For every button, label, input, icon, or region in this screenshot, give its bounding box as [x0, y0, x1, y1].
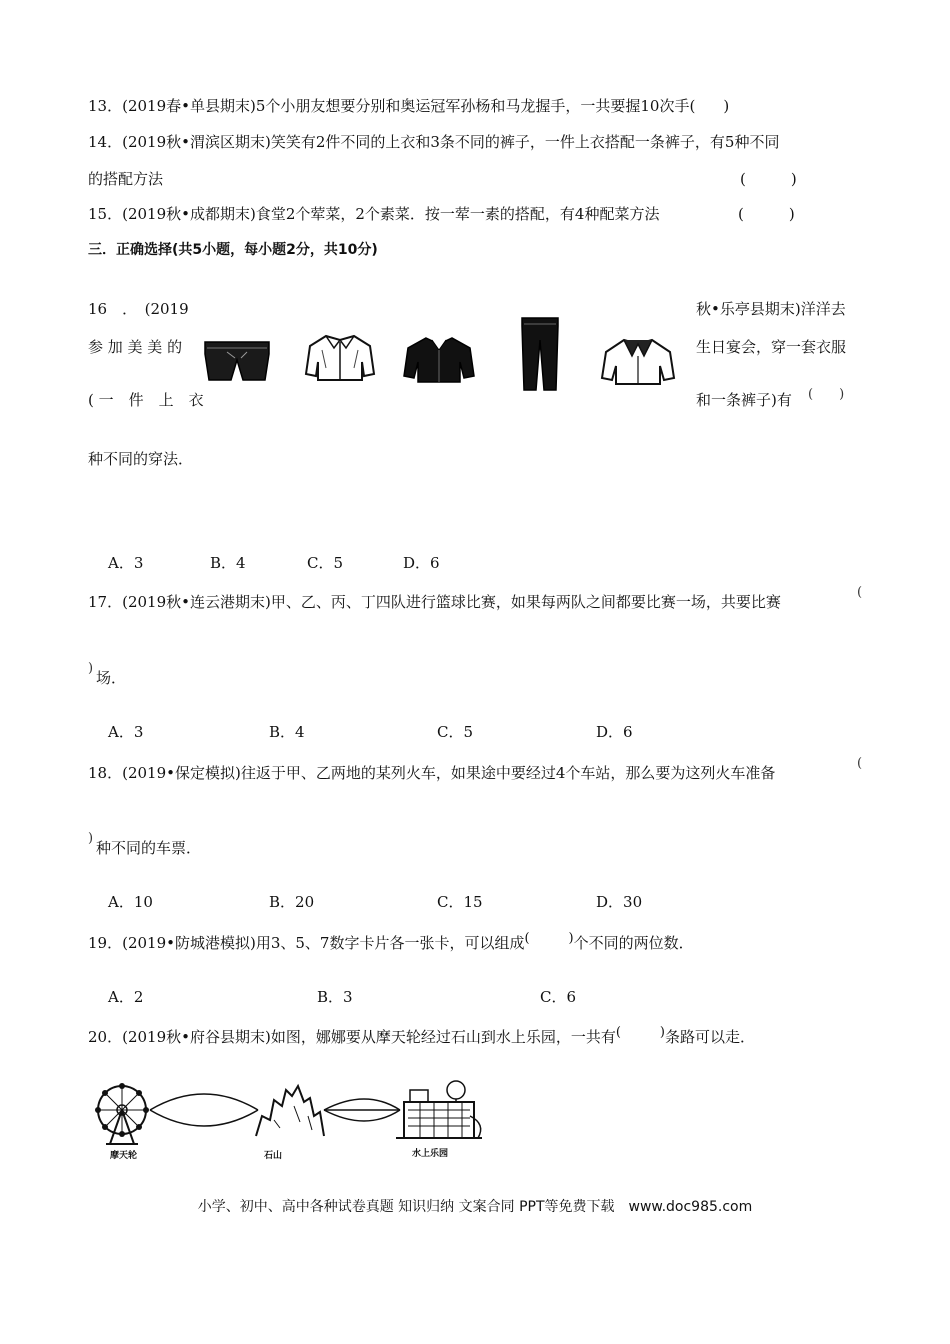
q16-answer-paren[interactable]: ( ): [808, 387, 845, 402]
q18-option-c[interactable]: C．15: [437, 893, 483, 911]
q18-paren-close[interactable]: ): [88, 831, 94, 846]
jacket-image: [304, 332, 376, 382]
q18-paren-open[interactable]: (: [857, 756, 863, 771]
q17-option-b[interactable]: B．4: [269, 723, 305, 741]
caption-water-park: 水上乐园: [412, 1149, 449, 1159]
q19-stem-end: 个不同的两位数．: [573, 934, 694, 952]
ferris-wheel-icon: [95, 1083, 149, 1144]
stone-mountain-icon: [256, 1086, 324, 1136]
q18-line1: 18．(2019•保定模拟)往返于甲、乙两地的某列火车，如果途中要经过4个车站，那么要为这列火车准备: [88, 764, 776, 782]
q17-option-a[interactable]: A．3: [108, 723, 144, 741]
water-park-icon: [396, 1081, 482, 1138]
q19-option-a[interactable]: A．2: [108, 988, 144, 1006]
q16-left-line1: 16 ． (2019: [88, 300, 189, 318]
section-3-title: 三．正确选择(共5小题，每小题2分，共10分): [88, 242, 378, 258]
q14-line2: 的搭配方法: [88, 170, 164, 188]
q17-line1: 17．(2019秋•连云港期末)甲、乙、丙、丁四队进行篮球比赛，如果每两队之间都要比赛一场，共要比赛: [88, 593, 781, 611]
q19-option-b[interactable]: B．3: [317, 988, 353, 1006]
q15-answer-paren[interactable]: ( ): [738, 205, 795, 223]
q18-option-b[interactable]: B．20: [269, 893, 315, 911]
q16-right-line1: 秋•乐亭县期末)洋洋去: [696, 300, 846, 318]
q16-right-line3: 和一条裤子)有: [696, 391, 792, 409]
q16-option-a[interactable]: A．3: [108, 554, 144, 572]
q18-line2: 种不同的车票．: [96, 839, 202, 857]
q13-text: [88, 95, 729, 116]
q19-stem: 19．(2019•防城港模拟)用3、5、7数字卡片各一张卡，可以组成: [88, 934, 525, 952]
q16-option-d[interactable]: D．6: [403, 554, 440, 572]
q17-paren-open[interactable]: (: [857, 585, 863, 600]
q20-stem-end: 条路可以走．: [664, 1028, 755, 1046]
page-footer: 小学、初中、高中各种试卷真题 知识归纳 文案合同 PPT等免费下载 www.doc985.com: [197, 1199, 753, 1215]
trousers-image: [518, 316, 562, 392]
q18-option-a[interactable]: A．10: [108, 893, 153, 911]
q14-answer-paren[interactable]: ( ): [740, 170, 797, 188]
q17-option-d[interactable]: D．6: [596, 723, 633, 741]
shirt-image: [402, 334, 476, 384]
q16-line4: 种不同的穿法．: [88, 450, 194, 468]
route-1a: [150, 1094, 258, 1110]
q20-stem: 20．(2019秋•府谷县期末)如图，娜娜要从摩天轮经过石山到水上乐园，一共有: [88, 1028, 616, 1046]
route-1b: [150, 1110, 258, 1126]
q19-text: [88, 932, 694, 953]
q14-line1: 14．(2019秋•渭滨区期末)笑笑有2件不同的上衣和3条不同的裤子，一件上衣搭配一条裤子，有5种不同: [88, 133, 780, 151]
q20-text: [88, 1026, 755, 1047]
q16-option-c[interactable]: C．5: [307, 554, 344, 572]
shorts-image: [203, 338, 271, 384]
q19-answer-paren[interactable]: ( ): [524, 931, 574, 946]
blouse-image: [600, 336, 676, 386]
caption-ferris-wheel: 摩天轮: [110, 1151, 138, 1161]
q17-line2: 场．: [96, 669, 127, 687]
q17-paren-close[interactable]: ): [88, 661, 94, 676]
caption-stone-mountain: 石山: [264, 1151, 283, 1161]
q18-option-d[interactable]: D．30: [596, 893, 643, 911]
route-2c: [324, 1110, 400, 1121]
q20-answer-paren[interactable]: ( ): [615, 1025, 665, 1040]
q19-option-c[interactable]: C．6: [540, 988, 577, 1006]
q16-option-b[interactable]: B．4: [210, 554, 246, 572]
q13-answer-paren[interactable]: ): [723, 97, 730, 115]
route-2a: [324, 1099, 400, 1110]
q16-left-line2: 参 加 美 美 的: [88, 338, 183, 356]
q15-text: 15．(2019秋•成都期末)食堂2个荤菜，2个素菜．按一荤一素的搭配，有4种配菜方法: [88, 205, 660, 223]
q13-stem: 13．(2019春•单县期末)5个小朋友想要分别和奥运冠军孙杨和马龙握手，一共要握10次手(: [88, 97, 696, 115]
q17-option-c[interactable]: C．5: [437, 723, 474, 741]
q16-right-line2: 生日宴会，穿一套衣服: [696, 338, 847, 356]
q16-left-line3: ( 一 件 上 衣: [88, 391, 204, 409]
